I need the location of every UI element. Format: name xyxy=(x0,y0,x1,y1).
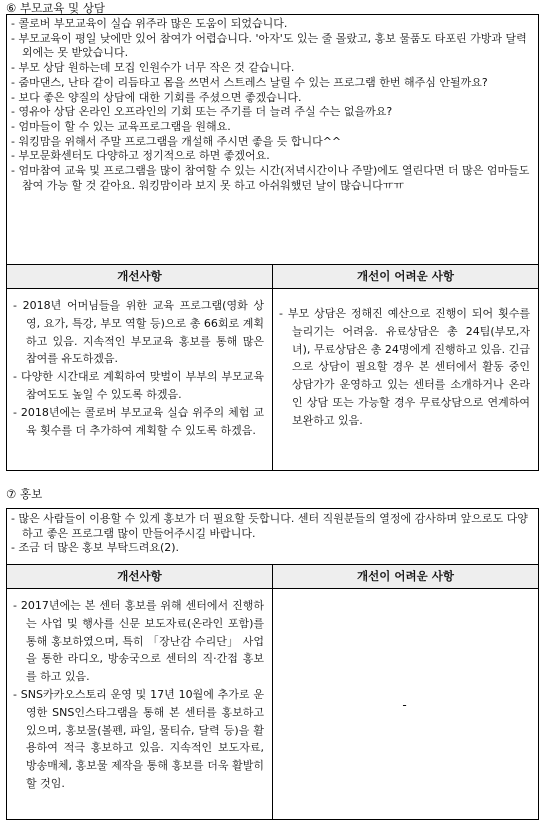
difficult-item: - 부모 상담은 정해진 예산으로 진행이 되어 횟수를 늘리기는 어려움. 유료상담은 총 24팀(부모,자녀), 무료상담은 총 24명에게 진행하고 있음. 긴급으로 상담이 필요할 경우 본 센터에서 활동 중인 상담가가 운영하고 있는 센터를 소개하거나 온라인 상담 또는 가능할 경우 무료상담으로 연계하여 보완하고 있음. xyxy=(279,307,530,427)
feedback-item: - 부모교육이 평일 낮에만 있어 참여가 어렵습니다. '아자'도 있는 줄 몰랐고, 홍보 물품도 타포린 가방과 달력 외에는 못 받았습니다. xyxy=(11,31,527,60)
feedback-item: - 부모문화센터도 다양하고 정기적으로 하면 좋겠어요. xyxy=(11,149,270,163)
difficult-cell xyxy=(273,289,538,470)
section-6-body-row xyxy=(7,289,538,470)
section-7-feedback xyxy=(7,509,538,565)
feedback-item: - 많은 사람들이 이용할 수 있게 홍보가 더 필요할 듯합니다. 센터 직원분들의 열정에 감사하며 앞으로도 다양하고 좋은 프로그램 많이 만들어주시길 바랍니다. xyxy=(11,512,528,540)
feedback-item: - 영유아 상담 온라인 오프라인의 기회 또는 주기를 더 늘려 주실 수는 없을까요? xyxy=(11,105,393,119)
empty-dash: - xyxy=(402,698,407,712)
feedback-item: - 줌마댄스, 난타 같이 리듬타고 몸을 쓰면서 스트레스 날릴 수 있는 프로그램 한번 해주심 안될까요? xyxy=(11,75,488,89)
section-7-title: ⑦ 홍보 xyxy=(6,487,43,501)
improvement-item: - 2017년에는 본 센터 홍보를 위해 센터에서 진행하는 사업 및 행사를 신문 보도자료(온라인 포함)를 통해 홍보하였으며, 특히 「장난감 수리단」 사업을 통한 라디오, 방송국으로 센터의 직·간접 홍보를 하고 있음. xyxy=(13,599,264,684)
section-7-body-row xyxy=(7,589,538,819)
section-7-header-row xyxy=(7,565,538,589)
improvements-cell xyxy=(7,289,273,470)
section-6-table xyxy=(6,14,539,471)
feedback-item: - 조금 더 많은 홍보 부탁드려요(2). xyxy=(11,541,180,555)
header-difficult: 개선이 어려운 사항 xyxy=(357,269,454,283)
feedback-item: - 보다 좋은 양질의 상담에 대한 기회를 주셨으면 좋겠습니다. xyxy=(11,90,302,104)
header-improvements: 개선사항 xyxy=(7,565,273,588)
feedback-item: - 부모 상담 원하는데 모집 인원수가 너무 작은 것 같습니다. xyxy=(11,61,295,75)
section-6-header-row xyxy=(7,265,538,289)
improvement-item: - 2018년 어머님들을 위한 교육 프로그램(영화 상영, 요가, 특강, 부모 역할 등)으로 총 66회로 계획하고 있음. 지속적인 부모교육 홍보를 통해 많은 참여를 유도하겠음. xyxy=(13,299,264,366)
improvements-cell xyxy=(7,589,273,819)
improvement-item: - 다양한 시간대로 계획하여 맞벌이 부부의 부모교육 참여도도 높일 수 있도록 하겠음. xyxy=(13,370,264,401)
feedback-item: - 엄마들이 할 수 있는 교육프로그램을 원해요. xyxy=(11,119,231,133)
section-7-table xyxy=(6,508,539,820)
section-6-feedback xyxy=(7,15,538,265)
feedback-item: - 워킹맘을 위해서 주말 프로그램을 개설해 주시면 좋을 듯 합니다^^ xyxy=(11,134,342,148)
difficult-cell xyxy=(273,589,538,819)
header-difficult: 개선이 어려운 사항 xyxy=(357,569,454,583)
section-6-title: ⑥ 부모교육 및 상담 xyxy=(6,1,106,15)
improvement-item: - SNS카카오스토리 운영 및 17년 10월에 추가로 운영한 SNS인스타그램을 통해 본 센터를 홍보하고 있으며, 홍보물(볼펜, 파일, 물티슈, 달력 등)을 활용하여 적극 홍보하고 있음. 지속적인 보도자료, 방송매체, 홍보물 제작을 통해 홍보를 더욱 활발히 할 것임. xyxy=(13,687,264,790)
feedback-item: - 엄마참여 교육 및 프로그램을 많이 참여할 수 있는 시간(저녁시간이나 주말)에도 열린다면 더 많은 엄마들도 참여 가능 할 것 같아요. 워킹맘이라 보지 못 하고 아쉬워했던 날이 많습니다ㅠㅠ xyxy=(11,164,530,192)
header-improvements: 개선사항 xyxy=(7,265,273,288)
feedback-item: - 콜로버 부모교육이 실습 위주라 많은 도움이 되었습니다. xyxy=(11,17,288,30)
improvement-item: - 2018년에는 콜로버 부모교육 실습 위주의 체험 교육 횟수를 더 추가하여 계획할 수 있도록 하겠음. xyxy=(13,405,264,437)
